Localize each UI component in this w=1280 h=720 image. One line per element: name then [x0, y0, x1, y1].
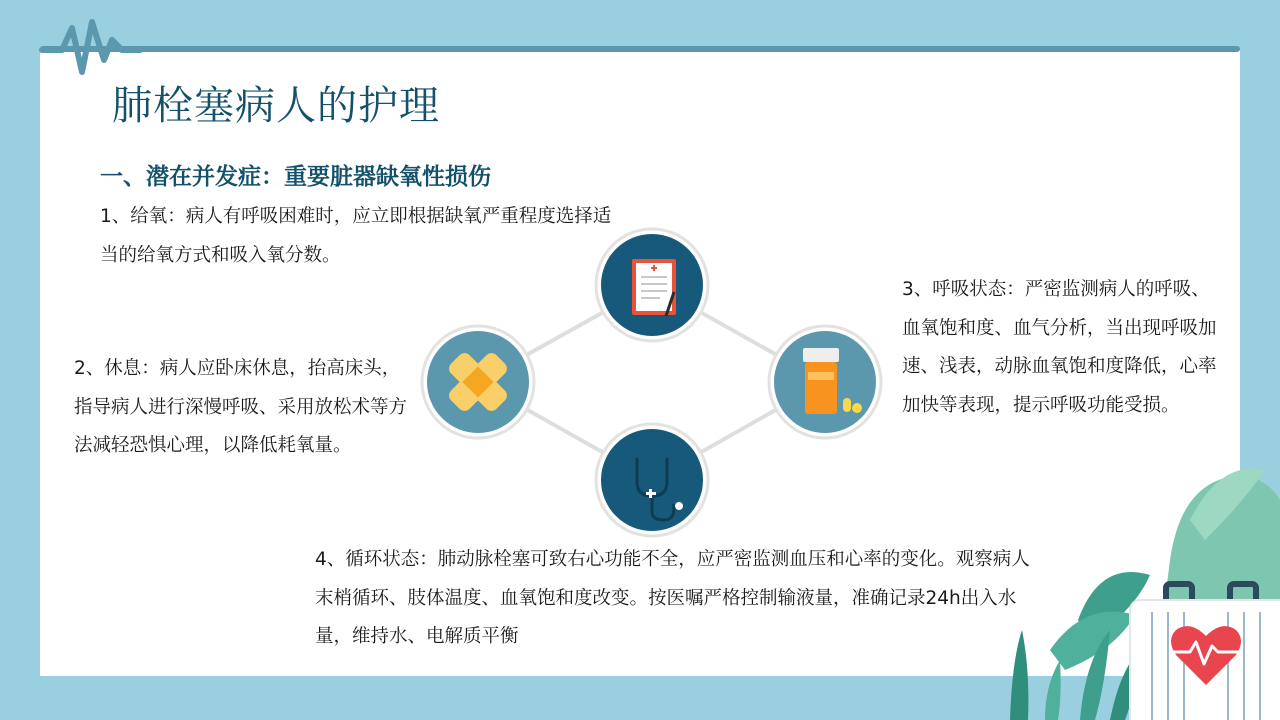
item-circulation-status: 4、循环状态：肺动脉栓塞可致右心功能不全，应严密监测血压和心率的变化。观察病人末梢循环、肢体温度、血氧饱和度改变。按医嘱严格控制输液量，准确记录24h出入水量，维持水、电解质平衡	[315, 549, 1030, 647]
item-respiratory-status: 3、呼吸状态：严密监测病人的呼吸、血氧饱和度、血气分析，当出现呼吸加速、浅表，动脉血氧饱和度降低，心率加快等表现，提示呼吸功能受损。	[902, 279, 1217, 416]
item-oxygen: 1、给氧：病人有呼吸困难时，应立即根据缺氧严重程度选择适当的给氧方式和吸入氧分数。	[100, 206, 612, 266]
section-heading: 一、潜在并发症：重要脏器缺氧性损伤	[100, 164, 491, 190]
item-rest: 2、休息：病人应卧床休息，抬高床头，指导病人进行深慢呼吸、采用放松术等方法减轻恐惧心理，以降低耗氧量。	[74, 358, 408, 456]
page-title: 肺栓塞病人的护理	[112, 83, 440, 129]
